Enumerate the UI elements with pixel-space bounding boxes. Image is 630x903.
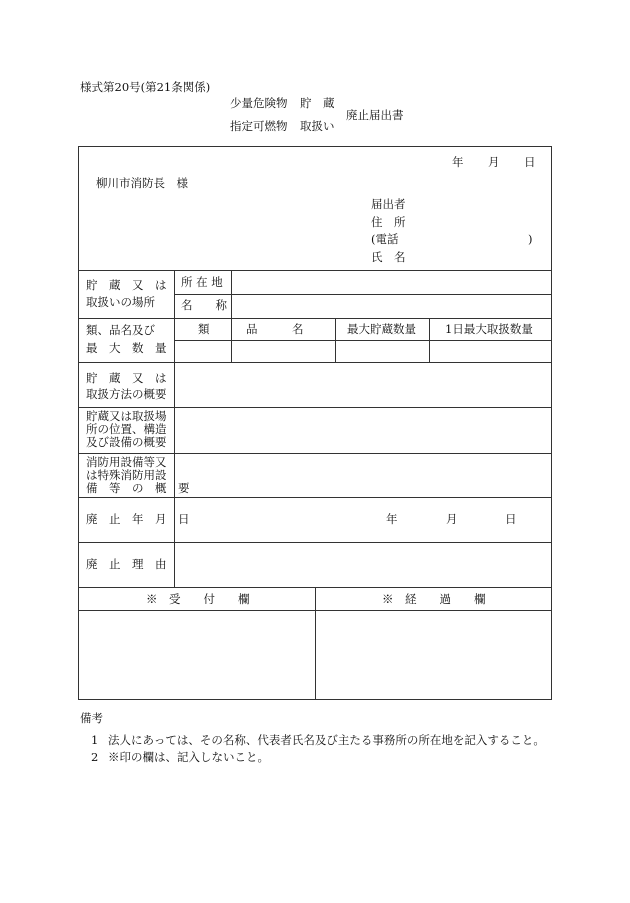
divider — [78, 318, 552, 319]
abolition-date-label: 廃 止 年 月 日 — [86, 512, 190, 526]
abolition-year: 年 — [386, 512, 398, 526]
remark-1-num: 1 — [91, 733, 99, 747]
header-month: 月 — [488, 155, 500, 169]
divider — [231, 318, 232, 362]
divider — [78, 542, 552, 543]
place-label-line2: 取扱いの場所 — [86, 295, 155, 309]
progress-header: ※ 経 過 欄 — [382, 592, 486, 606]
kind-label-line2: 最 大 数 量 — [86, 341, 167, 355]
notifier-label: 届出者 — [371, 197, 406, 211]
header-year: 年 — [452, 155, 464, 169]
addressee: 柳川市消防長 様 — [96, 176, 188, 190]
col-item-header: 品 名 — [246, 322, 304, 336]
fire-label-line1: 消防用設備等又 — [86, 455, 167, 469]
title-line2-a: 指定可燃物 — [230, 119, 288, 133]
remark-1-text: 法人にあっては、その名称、代表者氏名及び主たる事務所の所在地を記入すること。 — [108, 733, 545, 747]
divider — [78, 270, 552, 271]
name-label: 氏 名 — [371, 250, 406, 264]
title-line1-a: 少量危険物 — [230, 96, 288, 110]
remark-2-text: ※印の欄は、記入しないこと。 — [108, 750, 269, 764]
title-suffix: 廃止届出書 — [346, 108, 404, 122]
place-label-line1: 貯 蔵 又 は — [86, 278, 167, 292]
divider — [78, 453, 552, 454]
remarks-title: 備考 — [80, 711, 103, 725]
header-day: 日 — [524, 155, 536, 169]
col-max-daily-header: 1日最大取扱数量 — [445, 322, 533, 336]
divider — [315, 587, 316, 700]
fire-label-line3: 備 等 の 概 要 — [86, 481, 190, 495]
method-label-line1: 貯 蔵 又 は — [86, 371, 167, 385]
method-label-line2: 取扱方法の概要 — [86, 387, 167, 401]
location-label: 所 在 地 — [181, 275, 223, 289]
address-label: 住 所 — [371, 215, 406, 229]
facility-label-line2: 所の位置、構造 — [86, 422, 167, 436]
divider — [335, 318, 336, 362]
facility-label-line3: 及び設備の概要 — [86, 435, 167, 449]
reason-label: 廃 止 理 由 — [86, 557, 167, 571]
divider — [429, 318, 430, 362]
reception-header: ※ 受 付 欄 — [146, 592, 250, 606]
col-type-header: 類 — [198, 322, 210, 336]
kind-label-line1: 類、品名及び — [86, 323, 155, 337]
fire-label-line2: は特殊消防用設 — [86, 468, 167, 482]
divider — [78, 362, 552, 363]
divider — [78, 497, 552, 498]
form-number: 様式第20号(第21条関係) — [80, 80, 211, 94]
remark-2-num: 2 — [91, 750, 99, 764]
divider — [231, 270, 232, 318]
phone-label: (電話 — [371, 232, 399, 246]
col-max-storage-header: 最大貯蔵数量 — [347, 322, 416, 336]
title-line1-b: 貯 蔵 — [300, 96, 335, 110]
phone-close: ) — [528, 232, 533, 246]
divider — [174, 270, 175, 587]
abolition-day: 日 — [505, 512, 517, 526]
facility-name-label: 名 称 — [181, 298, 227, 312]
facility-label-line1: 貯蔵又は取扱場 — [86, 409, 167, 423]
divider — [78, 407, 552, 408]
title-line2-b: 取扱い — [300, 119, 335, 133]
abolition-month: 月 — [446, 512, 458, 526]
